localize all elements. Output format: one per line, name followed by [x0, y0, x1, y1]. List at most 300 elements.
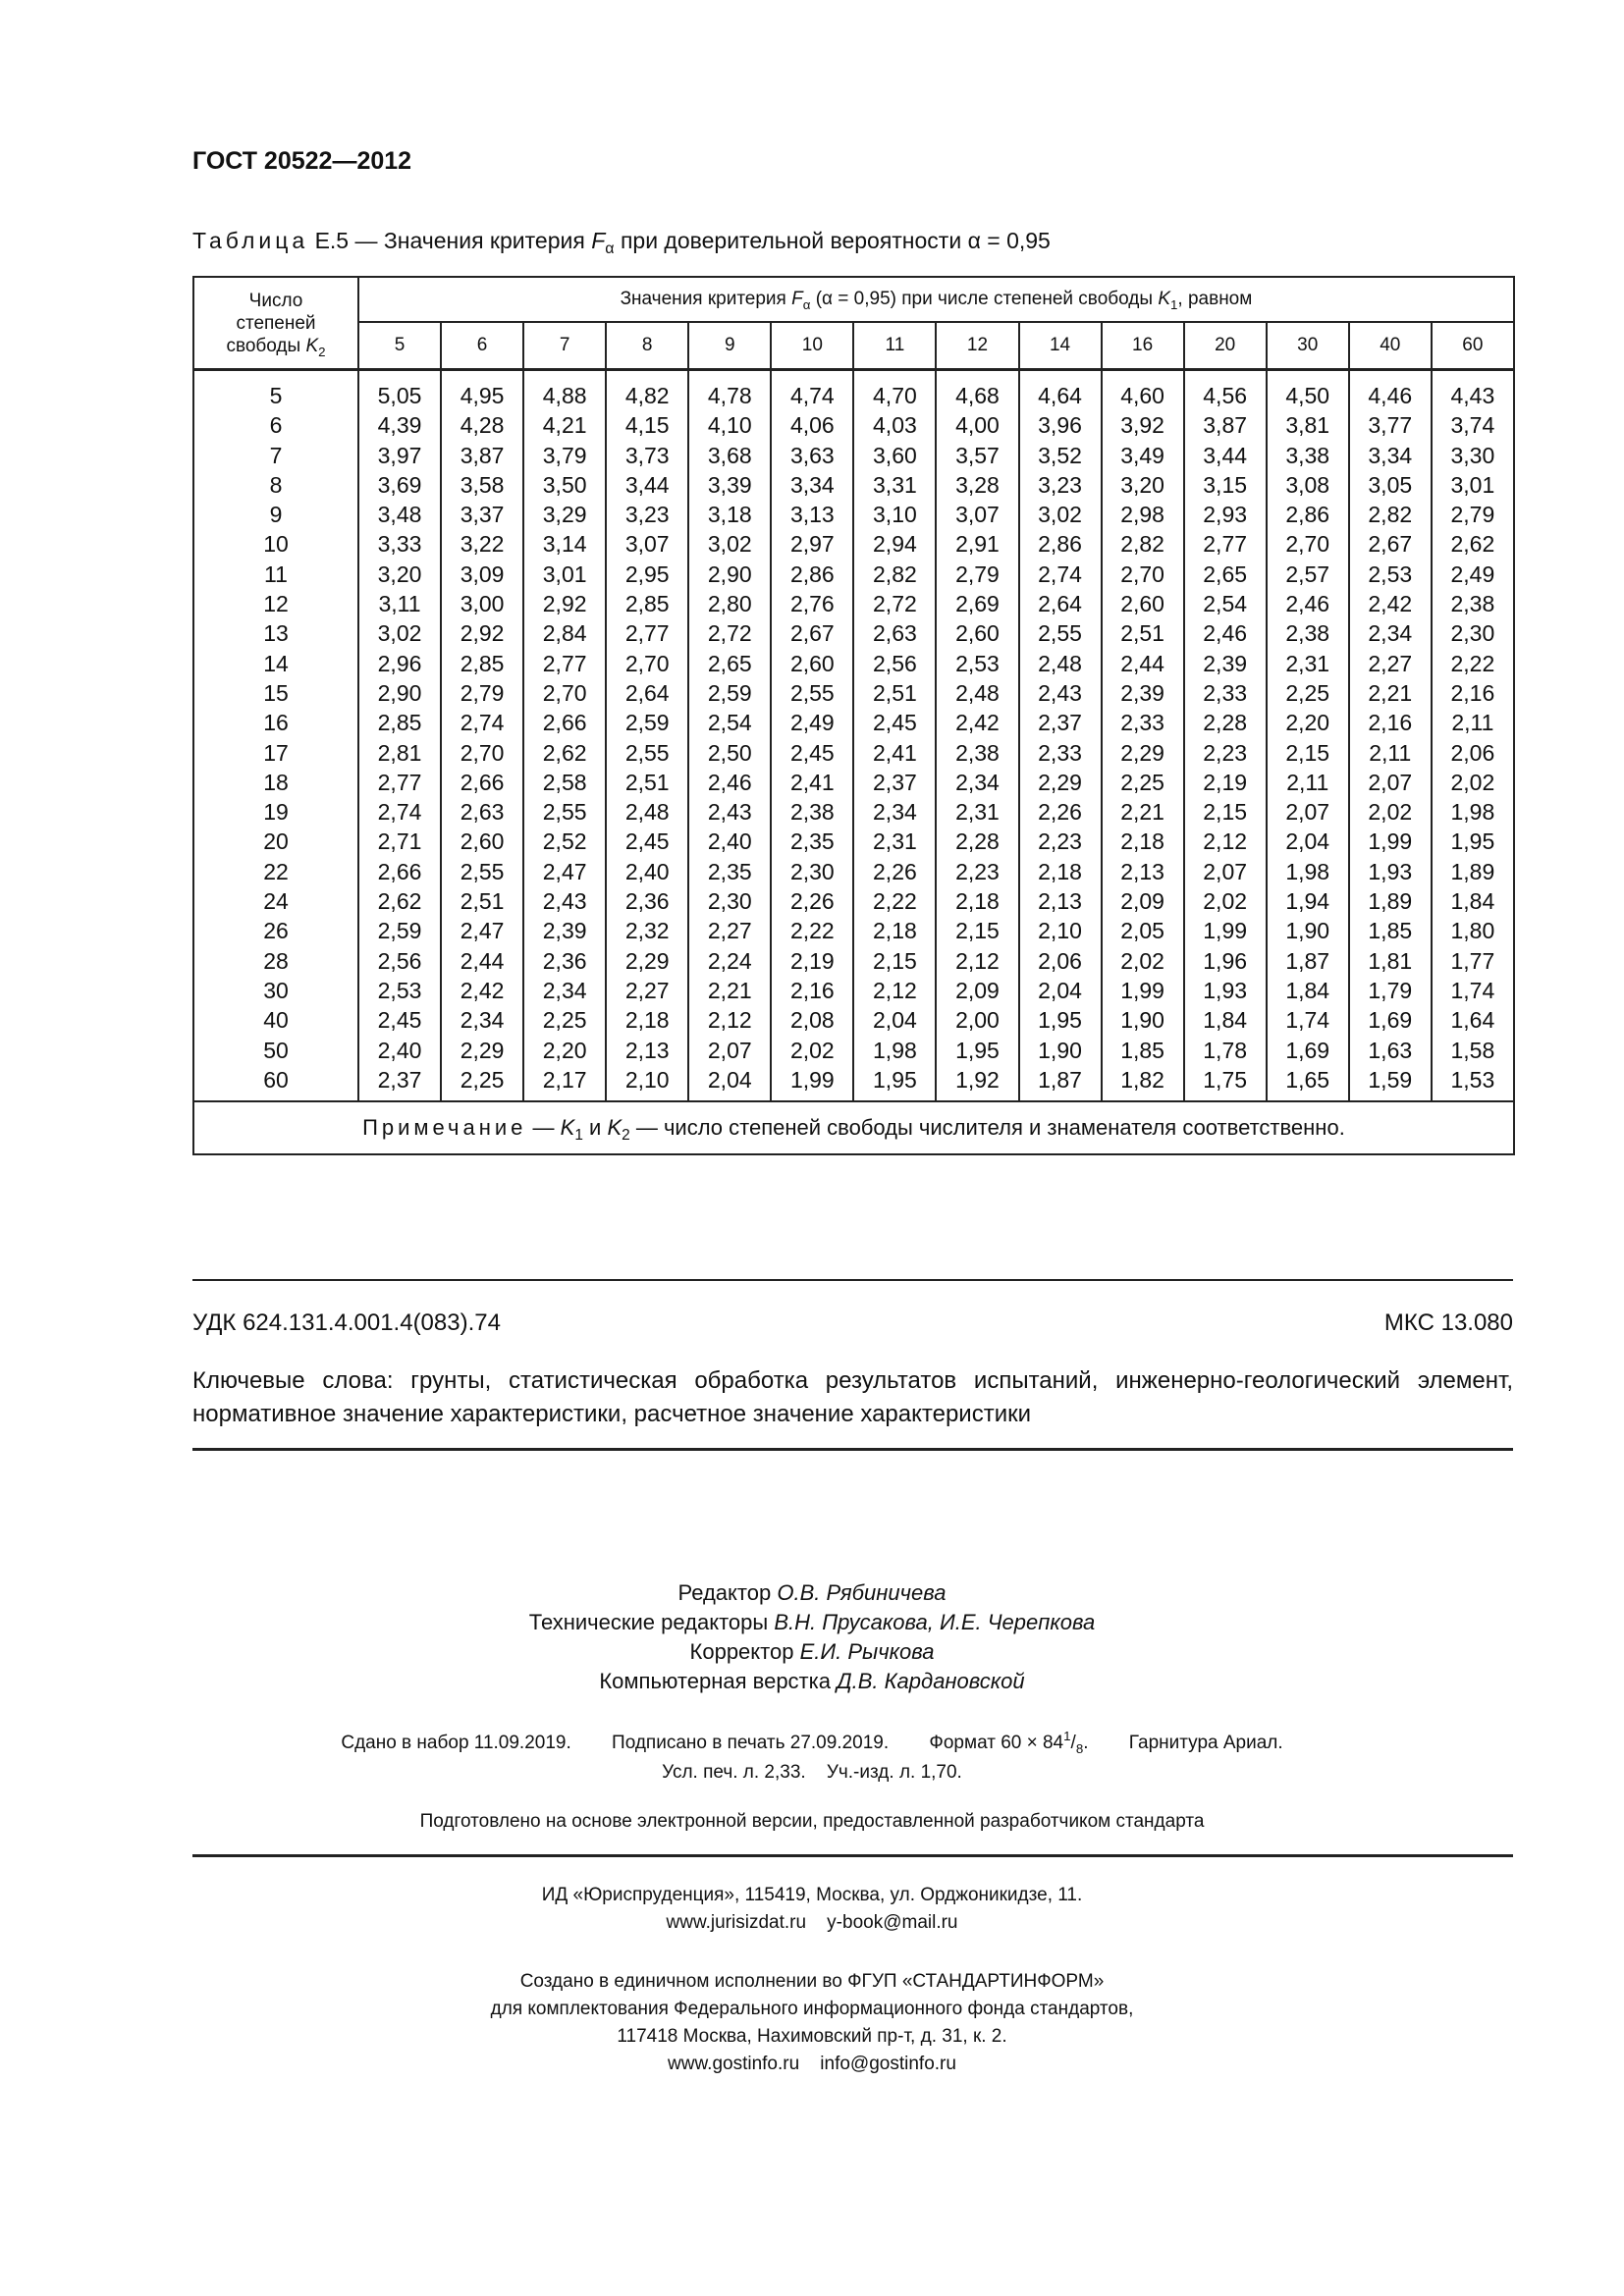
f-value-cell: 2,12 [873, 977, 917, 1003]
k2-value: 28 [263, 947, 289, 974]
k2-value: 7 [269, 442, 283, 468]
f-value-cell: 2,41 [789, 769, 835, 795]
f-value-cell: 3,97 [377, 442, 422, 468]
f-value-cell: 2,07 [707, 1037, 752, 1063]
f-value-cell: 4,03 [873, 412, 917, 439]
k2-value: 9 [269, 502, 283, 528]
f-value-cell: 3,87 [460, 442, 505, 468]
credit-editor [0, 1580, 1624, 1606]
f-value-cell: 2,27 [707, 918, 752, 944]
f-value-cell: 1,84 [1285, 977, 1330, 1003]
k2-value: 26 [263, 918, 289, 944]
f-value-cell: 1,58 [1450, 1037, 1495, 1063]
f-value-cell: 2,22 [1450, 650, 1495, 676]
f-value-cell: 2,51 [1120, 620, 1164, 647]
f-value-cell: 2,29 [624, 947, 670, 974]
f-value-cell: 2,97 [789, 531, 835, 558]
data-row [193, 370, 1514, 1102]
f-value-cell: 2,34 [1368, 620, 1413, 647]
k2-header-line1: Число [248, 290, 303, 311]
f-value-cell: 2,11 [1286, 769, 1329, 795]
f-value-cell: 3,60 [873, 442, 917, 468]
f-value-cell: 2,72 [707, 620, 752, 647]
f-value-cell: 2,23 [1038, 828, 1082, 855]
value-column [441, 370, 523, 1102]
f-value-cell: 1,69 [1285, 1037, 1330, 1063]
f-value-cell: 2,42 [1368, 591, 1413, 617]
k1-header-mid: (α = 0,95) при числе степеней свободы [815, 289, 1154, 309]
f-value-cell: 1,69 [1368, 1007, 1413, 1034]
f-value-cell: 2,17 [542, 1066, 587, 1093]
f-value-cell: 2,22 [873, 888, 917, 915]
producer-line2: для комплектования Федерального информационного фонда стандартов, [490, 1999, 1134, 2019]
f-value-cell: 2,21 [1368, 679, 1413, 706]
f-value-cell: 5,05 [377, 383, 422, 408]
f-value-cell: 2,42 [955, 710, 1000, 736]
f-value-cell: 2,34 [873, 799, 917, 826]
k2-header-word: свободы [226, 335, 301, 356]
f-value-cell: 2,45 [377, 1007, 422, 1034]
k2-value: 10 [263, 531, 289, 558]
f-criterion-table [192, 276, 1515, 1155]
publishing-line2 [0, 1762, 1624, 1784]
f-value-cell: 1,98 [1285, 858, 1330, 884]
prepared-note: Подготовлено на основе электронной версии, предоставленной разработчиком стандарта [419, 1811, 1205, 1832]
f-value-cell: 2,56 [873, 650, 917, 676]
k1-header-k-sub: 1 [1170, 297, 1178, 312]
f-value-cell: 2,35 [707, 858, 752, 884]
f-value-cell: 2,43 [542, 888, 587, 915]
k1-group-header [358, 277, 1514, 322]
f-value-cell: 3,74 [1450, 412, 1495, 439]
f-value-cell: 3,10 [873, 502, 917, 528]
f-value-cell: 2,48 [1038, 650, 1082, 676]
f-value-cell: 2,60 [789, 650, 835, 676]
f-value-cell: 2,86 [789, 561, 835, 587]
f-value-cell: 2,24 [707, 947, 752, 974]
f-value-cell: 2,02 [1368, 799, 1413, 826]
f-value-cell: 2,49 [789, 710, 835, 736]
f-value-cell: 1,77 [1450, 947, 1495, 974]
f-value-cell: 3,87 [1203, 412, 1248, 439]
f-value-cell: 3,02 [377, 620, 422, 647]
print-sheets: Усл. печ. л. 2,33. [662, 1762, 806, 1783]
f-value-cell: 2,53 [955, 650, 1000, 676]
f-value-cell: 1,98 [1450, 799, 1495, 826]
f-value-cell: 3,73 [624, 442, 670, 468]
f-value-cell: 2,45 [789, 739, 835, 766]
f-value-cell: 2,18 [1120, 828, 1164, 855]
format-post: . [1083, 1733, 1089, 1753]
f-value-cell: 2,23 [1203, 739, 1248, 766]
f-value-cell: 2,67 [789, 620, 835, 647]
f-value-cell: 2,60 [460, 828, 505, 855]
note-and: и [589, 1115, 602, 1141]
f-value-cell: 2,49 [1450, 561, 1495, 587]
f-value-cell: 2,60 [955, 620, 1000, 647]
f-value-cell: 3,08 [1285, 471, 1330, 498]
f-value-cell: 1,63 [1368, 1037, 1413, 1063]
f-value-cell: 2,04 [707, 1066, 752, 1093]
f-value-cell: 2,81 [377, 739, 422, 766]
k2-value: 8 [269, 471, 283, 498]
f-value-cell: 2,09 [1120, 888, 1164, 915]
k1-value-header: 40 [1349, 322, 1432, 370]
f-value-cell: 2,29 [460, 1037, 505, 1063]
f-value-cell: 2,42 [460, 977, 505, 1003]
f-value-cell: 2,51 [624, 769, 670, 795]
f-value-cell: 2,55 [460, 858, 505, 884]
f-value-cell: 2,18 [873, 918, 917, 944]
f-value-cell: 3,23 [1038, 471, 1082, 498]
f-value-cell: 2,86 [1038, 531, 1082, 558]
f-value-cell: 2,55 [542, 799, 587, 826]
f-value-cell: 3,44 [1203, 442, 1248, 468]
f-value-cell: 1,74 [1285, 1007, 1330, 1034]
f-value-cell: 1,99 [789, 1066, 835, 1093]
corrector-label: Корректор [689, 1639, 794, 1664]
k2-header-sub: 2 [318, 344, 326, 359]
f-value-cell: 4,39 [377, 412, 422, 439]
f-value-cell: 1,90 [1120, 1007, 1164, 1034]
publisher-contacts [0, 1912, 1624, 1934]
f-value-cell: 2,02 [1203, 888, 1248, 915]
note-k1: K [560, 1115, 575, 1141]
f-value-cell: 4,50 [1285, 383, 1330, 408]
f-value-cell: 2,19 [1203, 769, 1248, 795]
f-value-cell: 2,30 [1450, 620, 1495, 647]
f-value-cell: 2,57 [1285, 561, 1330, 587]
f-value-cell: 2,15 [1203, 799, 1248, 826]
f-value-cell: 2,07 [1285, 799, 1330, 826]
tech-names: В.Н. Прусакова, И.Е. Черепкова [774, 1610, 1096, 1634]
value-column [1267, 370, 1349, 1102]
divider-top [192, 1279, 1513, 1281]
f-value-cell: 3,38 [1285, 442, 1330, 468]
f-value-cell: 3,52 [1038, 442, 1082, 468]
f-value-cell: 2,62 [542, 739, 587, 766]
f-value-cell: 3,11 [378, 591, 421, 617]
f-value-cell: 2,72 [873, 591, 917, 617]
f-value-cell: 2,34 [460, 1007, 505, 1034]
f-value-cell: 2,27 [1368, 650, 1413, 676]
value-column [1432, 370, 1514, 1102]
k2-value: 11 [264, 561, 288, 587]
value-column [1019, 370, 1102, 1102]
caption-label: Таблица [192, 228, 309, 253]
f-value-cell: 2,45 [624, 828, 670, 855]
f-value-cell: 2,85 [460, 650, 505, 676]
f-value-cell: 1,87 [1285, 947, 1330, 974]
f-value-cell: 2,47 [460, 918, 505, 944]
k2-value: 15 [263, 679, 289, 706]
f-value-cell: 2,11 [1369, 739, 1412, 766]
publishing-line1 [0, 1729, 1624, 1756]
f-value-cell: 2,40 [624, 858, 670, 884]
f-value-cell: 2,16 [1450, 679, 1495, 706]
f-value-cell: 3,58 [460, 471, 505, 498]
f-value-cell: 2,59 [624, 710, 670, 736]
f-value-cell: 3,09 [460, 561, 505, 587]
f-value-cell: 2,18 [955, 888, 1000, 915]
f-value-cell: 2,34 [955, 769, 1000, 795]
value-column [1102, 370, 1184, 1102]
f-value-cell: 2,58 [542, 769, 587, 795]
note-k2-sub: 2 [622, 1127, 630, 1145]
publisher-line1: ИД «Юриспруденция», 115419, Москва, ул. Орджоникидзе, 11. [541, 1885, 1083, 1905]
f-value-cell: 2,82 [1368, 502, 1413, 528]
f-value-cell: 2,36 [542, 947, 587, 974]
f-value-cell: 2,18 [624, 1007, 670, 1034]
f-value-cell: 2,77 [624, 620, 670, 647]
f-value-cell: 3,57 [955, 442, 1000, 468]
f-value-cell: 1,95 [873, 1066, 917, 1093]
f-value-cell: 2,45 [873, 710, 917, 736]
f-value-cell: 2,10 [1038, 918, 1082, 944]
f-value-cell: 2,62 [1450, 531, 1495, 558]
f-value-cell: 2,33 [1120, 710, 1164, 736]
f-value-cell: 2,04 [873, 1007, 917, 1034]
f-value-cell: 1,90 [1285, 918, 1330, 944]
f-value-cell: 2,95 [624, 561, 670, 587]
f-value-cell: 1,84 [1203, 1007, 1248, 1034]
f-value-cell: 2,66 [542, 710, 587, 736]
k1-header-f: F [791, 289, 803, 309]
f-value-cell: 3,79 [542, 442, 587, 468]
note-dash: — [532, 1115, 555, 1141]
f-value-cell: 2,16 [789, 977, 835, 1003]
k2-value: 30 [263, 977, 289, 1003]
f-value-cell: 2,62 [377, 888, 422, 915]
f-value-cell: 1,99 [1120, 977, 1164, 1003]
f-value-cell: 2,55 [1038, 620, 1082, 647]
f-value-cell: 2,63 [460, 799, 505, 826]
f-value-cell: 1,92 [955, 1066, 1000, 1093]
corrector-name: Е.И. Рычкова [799, 1639, 935, 1664]
f-value-cell: 2,40 [377, 1037, 422, 1063]
f-value-cell: 4,64 [1038, 383, 1082, 408]
f-value-cell: 4,56 [1203, 383, 1248, 408]
signed: Подписано в печать 27.09.2019. [612, 1733, 890, 1753]
f-value-cell: 2,20 [542, 1037, 587, 1063]
f-value-cell: 3,92 [1120, 412, 1164, 439]
k2-header-line2: степеней [236, 312, 316, 334]
f-value-cell: 4,95 [460, 383, 505, 408]
f-value-cell: 3,81 [1285, 412, 1330, 439]
f-value-cell: 3,50 [542, 471, 587, 498]
f-value-cell: 3,31 [873, 471, 917, 498]
f-value-cell: 1,99 [1203, 918, 1248, 944]
f-value-cell: 2,55 [624, 739, 670, 766]
f-value-cell: 3,01 [542, 561, 587, 587]
f-value-cell: 1,53 [1450, 1066, 1495, 1093]
f-value-cell: 3,13 [789, 502, 835, 528]
f-value-cell: 2,30 [707, 888, 752, 915]
f-value-cell: 2,56 [377, 947, 422, 974]
publisher-email: y-book@mail.ru [827, 1912, 958, 1933]
tech-label: Технические редакторы [528, 1610, 769, 1634]
f-value-cell: 2,39 [542, 918, 587, 944]
caption-number: Е.5 — Значения критерия [314, 228, 585, 253]
producer-line3: 117418 Москва, Нахимовский пр-т, д. 31, к. 2. [617, 2026, 1007, 2047]
f-value-cell: 3,30 [1450, 442, 1495, 468]
edition-sheets: Уч.-изд. л. 1,70. [826, 1762, 962, 1783]
f-value-cell: 2,51 [460, 888, 505, 915]
k1-value-header: 16 [1102, 322, 1184, 370]
f-value-cell: 3,20 [377, 561, 422, 587]
caption-alpha-sub: α [605, 240, 615, 257]
f-value-cell: 2,90 [707, 561, 752, 587]
value-column [1184, 370, 1267, 1102]
f-value-cell: 1,95 [1038, 1007, 1082, 1034]
f-value-cell: 1,85 [1368, 918, 1413, 944]
f-value-cell: 2,70 [1120, 561, 1164, 587]
f-value-cell: 2,79 [460, 679, 505, 706]
f-value-cell: 2,48 [624, 799, 670, 826]
f-value-cell: 3,01 [1450, 471, 1495, 498]
publisher-site: www.jurisizdat.ru [666, 1912, 807, 1933]
f-value-cell: 2,38 [1450, 591, 1495, 617]
producer-site: www.gostinfo.ru [668, 2054, 800, 2074]
f-value-cell: 2,70 [624, 650, 670, 676]
k2-value: 24 [263, 888, 289, 915]
f-value-cell: 2,70 [1285, 531, 1330, 558]
value-column [853, 370, 936, 1102]
f-value-cell: 2,13 [1120, 858, 1164, 884]
f-value-cell: 2,12 [1203, 828, 1248, 855]
f-value-cell: 2,31 [1285, 650, 1330, 676]
format: Формат $60 \times 84^1/_8$. [929, 1729, 1089, 1756]
f-value-cell: 1,96 [1203, 947, 1248, 974]
f-value-cell: 1,85 [1120, 1037, 1164, 1063]
f-value-cell: 2,21 [1120, 799, 1164, 826]
f-value-cell: 2,85 [377, 710, 422, 736]
divider-keywords [192, 1448, 1513, 1451]
f-value-cell: 3,77 [1368, 412, 1413, 439]
k2-value: 40 [263, 1007, 289, 1034]
k2-value: 16 [263, 710, 289, 736]
f-value-cell: 2,28 [955, 828, 1000, 855]
f-value-cell: 2,80 [707, 591, 752, 617]
f-value-cell: 2,76 [789, 591, 835, 617]
f-value-cell: 2,10 [624, 1066, 670, 1093]
f-value-cell: 2,38 [1285, 620, 1330, 647]
f-value-cell: 2,74 [1038, 561, 1082, 587]
f-value-cell: 2,66 [377, 858, 422, 884]
f-value-cell: 3,39 [707, 471, 752, 498]
f-value-cell: 2,31 [955, 799, 1000, 826]
f-value-cell: 3,20 [1120, 471, 1164, 498]
k2-value: 22 [263, 858, 289, 884]
f-value-cell: 2,64 [624, 679, 670, 706]
f-value-cell: 2,40 [707, 828, 752, 855]
caption-rest: при доверительной вероятности α = 0,95 [620, 228, 1051, 253]
f-value-cell: 2,18 [1038, 858, 1082, 884]
f-value-cell: 2,98 [1120, 502, 1164, 528]
f-value-cell: 3,18 [707, 502, 752, 528]
k1-header-f-sub: α [802, 297, 811, 312]
table-caption [192, 228, 1051, 257]
mks-code: МКС 13.080 [1383, 1309, 1513, 1336]
k2-header-k: K [305, 335, 319, 356]
note-label: Примечание [362, 1115, 527, 1141]
credit-corrector [0, 1639, 1624, 1665]
f-value-cell: 2,30 [789, 858, 835, 884]
f-value-cell: 2,64 [1038, 591, 1082, 617]
f-value-cell: 3,33 [377, 531, 422, 558]
f-value-cell: 2,77 [377, 769, 422, 795]
f-value-cell: 4,78 [707, 383, 752, 408]
f-value-cell: 3,29 [542, 502, 587, 528]
f-value-cell: 2,46 [707, 769, 752, 795]
f-value-cell: 3,28 [955, 471, 1000, 498]
f-value-cell: 2,41 [873, 739, 917, 766]
f-value-cell: 2,02 [1450, 769, 1495, 795]
k2-header [193, 277, 358, 370]
f-value-cell: 2,20 [1285, 710, 1330, 736]
format-pre: Формат 60 × 84 [929, 1733, 1064, 1753]
k2-value: 20 [263, 828, 289, 855]
f-value-cell: 2,94 [873, 531, 917, 558]
f-value-cell: 2,44 [460, 947, 505, 974]
f-value-cell: 2,48 [955, 679, 1000, 706]
f-value-cell: 2,26 [789, 888, 835, 915]
f-value-cell: 2,74 [460, 710, 505, 736]
k1-value-header: 5 [358, 322, 441, 370]
f-value-cell: 2,12 [707, 1007, 752, 1034]
f-value-cell: 2,96 [377, 650, 422, 676]
credit-tech-editors [0, 1610, 1624, 1635]
caption-f-symbol: F [591, 228, 606, 253]
f-value-cell: 2,19 [789, 947, 835, 974]
f-value-cell: 2,67 [1368, 531, 1413, 558]
f-value-cell: 2,77 [1203, 531, 1248, 558]
f-value-cell: 4,70 [873, 383, 917, 408]
f-value-cell: 2,29 [1038, 769, 1082, 795]
credit-layout [0, 1669, 1624, 1694]
f-value-cell: 2,55 [789, 679, 835, 706]
f-value-cell: 2,92 [460, 620, 505, 647]
f-value-cell: 2,60 [1120, 591, 1164, 617]
f-value-cell: 3,00 [460, 591, 505, 617]
f-value-cell: 3,69 [377, 471, 422, 498]
f-value-cell: 2,28 [1203, 710, 1248, 736]
f-value-cell: 2,39 [1203, 650, 1248, 676]
k2-value: 14 [263, 650, 289, 676]
f-value-cell: 1,81 [1368, 947, 1413, 974]
k2-value: 19 [263, 799, 289, 826]
f-value-cell: 4,74 [789, 383, 835, 408]
f-value-cell: 3,63 [789, 442, 835, 468]
f-value-cell: 2,71 [377, 828, 422, 855]
f-value-cell: 1,95 [955, 1037, 1000, 1063]
f-value-cell: 2,02 [789, 1037, 835, 1063]
f-value-cell: 2,37 [873, 769, 917, 795]
f-value-cell: 2,05 [1120, 918, 1164, 944]
f-value-cell: 4,28 [460, 412, 505, 439]
f-value-cell: 3,34 [1368, 442, 1413, 468]
f-value-cell: 2,43 [1038, 679, 1082, 706]
f-value-cell: 2,13 [1038, 888, 1082, 915]
f-value-cell: 2,92 [542, 591, 587, 617]
k1-values-row [193, 322, 1514, 370]
f-value-cell: 3,22 [460, 531, 505, 558]
f-value-cell: 4,88 [542, 383, 587, 408]
f-value-cell: 1,82 [1120, 1066, 1164, 1093]
f-value-cell: 3,96 [1038, 412, 1082, 439]
f-value-cell: 2,29 [1120, 739, 1164, 766]
f-value-cell: 1,80 [1450, 918, 1495, 944]
